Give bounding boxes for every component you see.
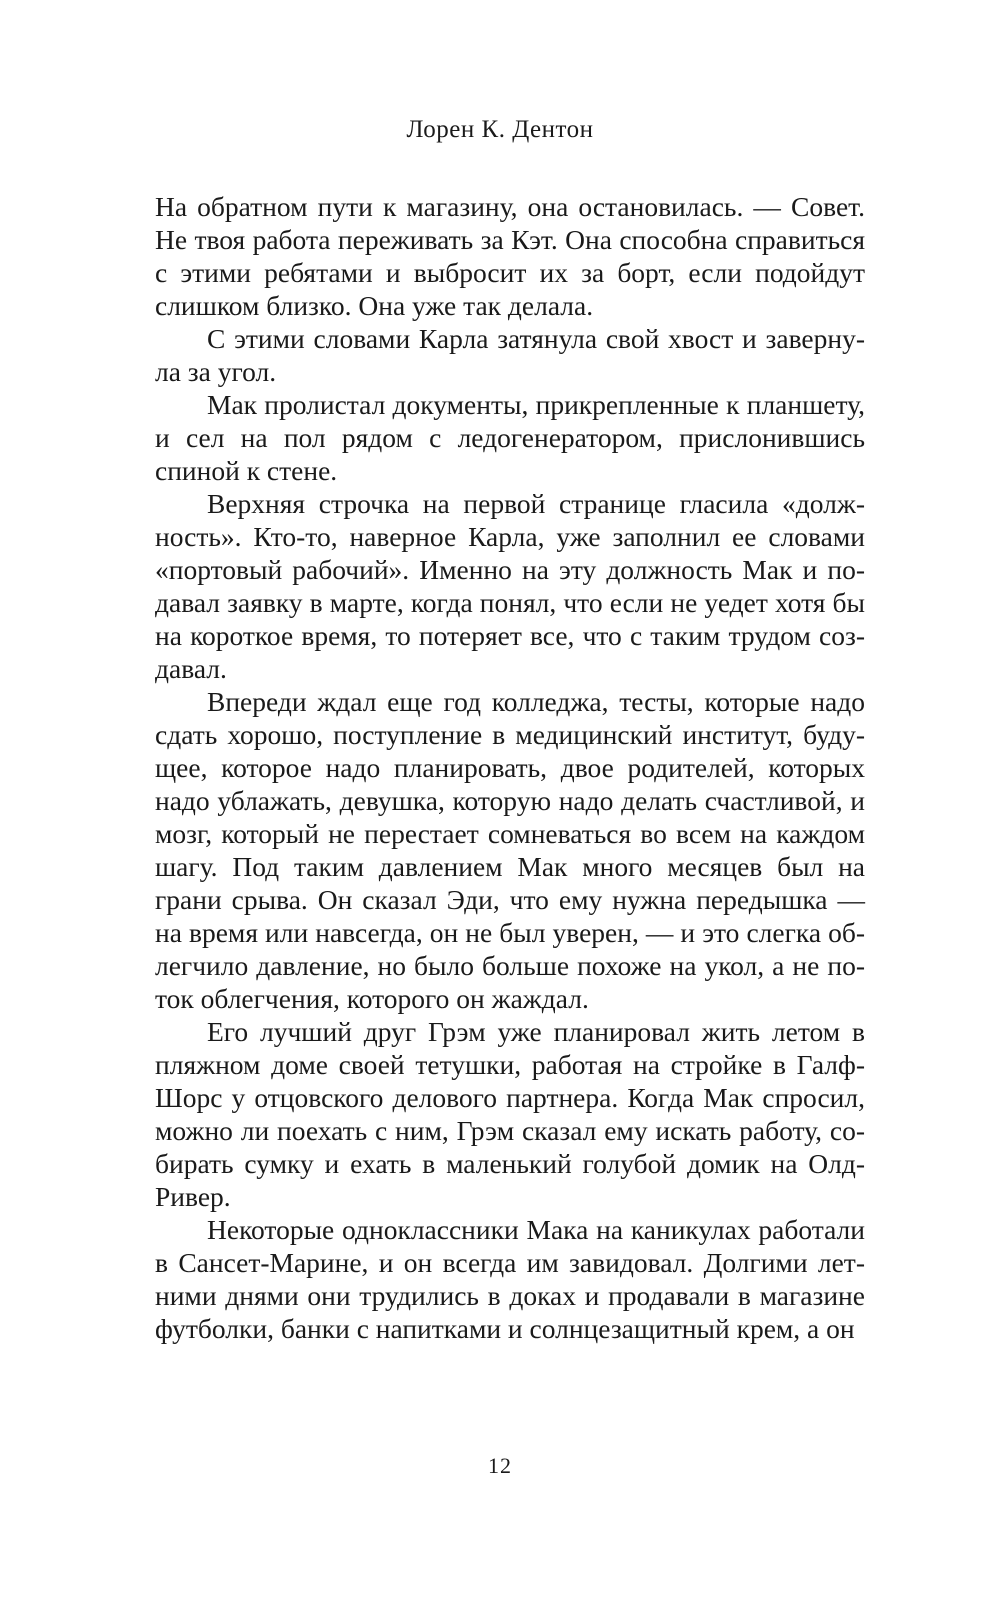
paragraph: Его лучший друг Грэм уже планировал жить летом в пляжном доме своей тетушки, работая на стройке в Галф-Шорс у отцовского делового партнера. Когда Мак спросил, можно ли поехать с ним, Грэм сказал ему искать работу, собирать сумку и ехать в маленький голубой домик на Олд-Ривер. [155, 1016, 865, 1212]
paragraph: Верхняя строчка на первой странице гласила «должность». Кто-то, наверное Карла, уже заполнил ее словами «портовый рабочий». Именно на эту должность Мак и подавал заявку в марте, когда понял, что если не уедет хотя бы на короткое время, то потеряет все, что с таким трудом создавал. [155, 488, 865, 684]
paragraph: Впереди ждал еще год колледжа, тесты, которые надо сдать хорошо, поступление в медицинский институт, будущее, которое надо планировать, двое родителей, которых надо ублажать, девушка, которую надо делать счастливой, и мозг, который не перестает сомневаться во всем на каждом шагу. Под таким давлением Мак много месяцев был на грани срыва. Он сказал Эди, что ему нужна передышка — на время или навсегда, он не был уверен, — и это слегка облегчило давление, но было больше похоже на укол, а не поток облегчения, которого он жаждал. [155, 686, 865, 1014]
running-head: Лорен К. Дентон [406, 116, 594, 143]
body-text [155, 190, 865, 1345]
paragraph: Некоторые одноклассники Мака на каникулах работали в Сансет-Марине, и он всегда им завидовал. Долгими летними днями они трудились в доках и продавали в магазине футболки, банки с напитками и солнцезащитный крем, а он [155, 1214, 865, 1344]
page-number: 12 [488, 1453, 512, 1478]
paragraph: Мак пролистал документы, прикрепленные к планшету, и сел на пол рядом с ледогенератором, прислонившись спиной к стене. [155, 389, 865, 486]
paragraph: С этими словами Карла затянула свой хвост и завернула за угол. [155, 323, 865, 387]
paragraph: На обратном пути к магазину, она остановилась. — Совет. Не твоя работа переживать за Кэт. Она способна справиться с этими ребятами и выбросит их за борт, если подойдут слишком близко. Она уже так делала. [155, 191, 865, 321]
